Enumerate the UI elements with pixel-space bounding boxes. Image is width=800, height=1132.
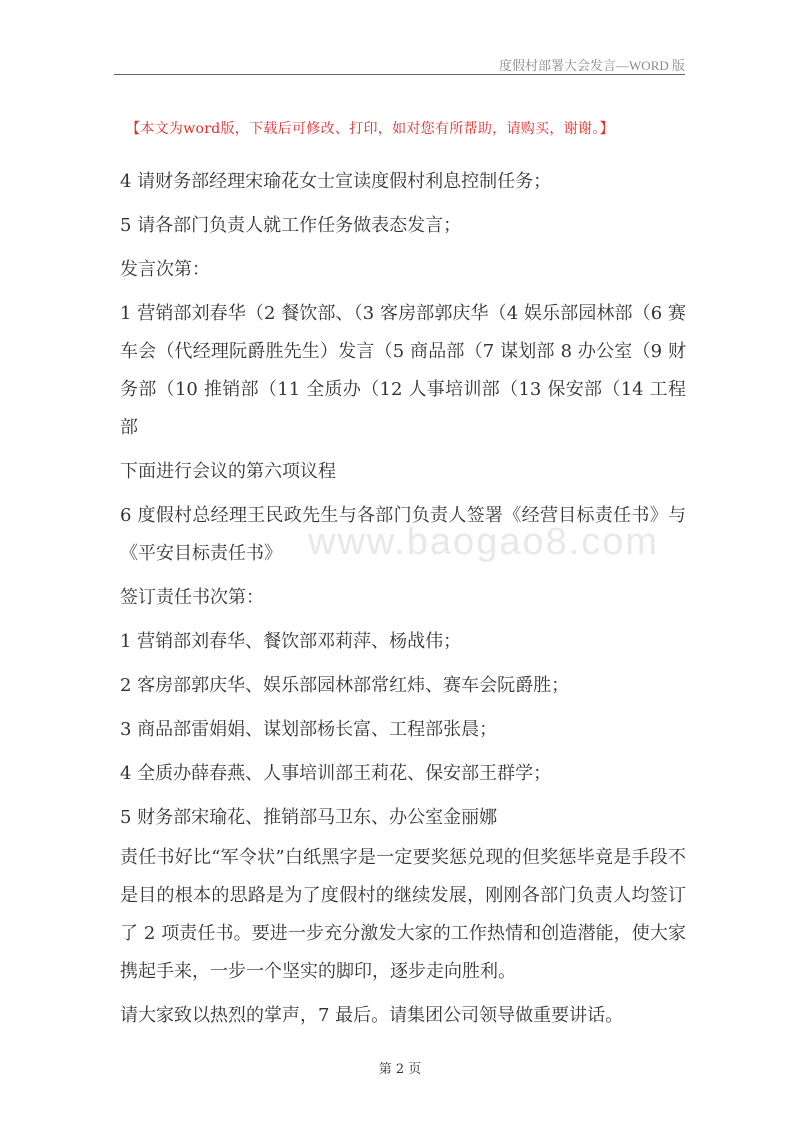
- paragraph: 请大家致以热烈的掌声，7 最后。请集团公司领导做重要讲话。: [120, 1005, 624, 1026]
- header-divider: [114, 74, 685, 75]
- page-number: 第 2 页: [378, 1062, 422, 1077]
- watermark: www.baogao8.com: [308, 521, 660, 563]
- paragraph: 责任书好比“军令状”白纸黑字是一定要奖惩兑现的但奖惩毕竟是手段不是目的根本的思路是为了度假村的继续发展，刚刚各部门负责人均签订了 2 项责任书。要进一步充分激发大家的工作热情和创造潜能，使大家携起手来，一步一个坚实的脚印，逐步走向胜利。: [120, 847, 686, 982]
- paragraph: 5 请各部门负责人就工作任务做表态发言；: [120, 215, 462, 236]
- paragraph: 5 财务部宋瑜花、推销部马卫东、办公室金丽娜: [120, 807, 498, 828]
- paragraph: 发言次第：: [120, 259, 210, 280]
- paragraph: 1 营销部刘春华（2 餐饮部、（3 客房部郭庆华（4 娱乐部园林部（6 赛车会（代经理阮爵胜先生）发言（5 商品部（7 谋划部 8 办公室（9 财务部（10 推销部（11 全质办（12 人事培训部（13 保安部（14 工程部: [120, 303, 686, 438]
- paragraph: 6 度假村总经理王民政先生与各部门负责人签署《经营目标责任书》与《平安目标责任书》: [120, 505, 686, 564]
- download-notice: 【本文为word版，下载后可修改、打印，如对您有所帮助，请购买，谢谢。】: [126, 121, 614, 137]
- paragraph: 2 客房部郭庆华、娱乐部园林部常红炜、赛车会阮爵胜；: [120, 675, 570, 696]
- paragraph: 签订责任书次第：: [120, 587, 264, 608]
- paragraph: 1 营销部刘春华、餐饮部邓莉萍、杨战伟；: [120, 631, 462, 652]
- paragraph: 4 请财务部经理宋瑜花女士宣读度假村利息控制任务；: [120, 171, 552, 192]
- document-body: [120, 163, 686, 1041]
- paragraph: 3 商品部雷娟娟、谋划部杨长富、工程部张晨；: [120, 719, 498, 740]
- paragraph: 4 全质办薛春燕、人事培训部王莉花、保安部王群学；: [120, 763, 552, 784]
- paragraph: 下面进行会议的第六项议程: [120, 461, 336, 482]
- document-title: 度假村部署大会发言—WORD 版: [499, 58, 685, 73]
- page-header: [114, 55, 685, 75]
